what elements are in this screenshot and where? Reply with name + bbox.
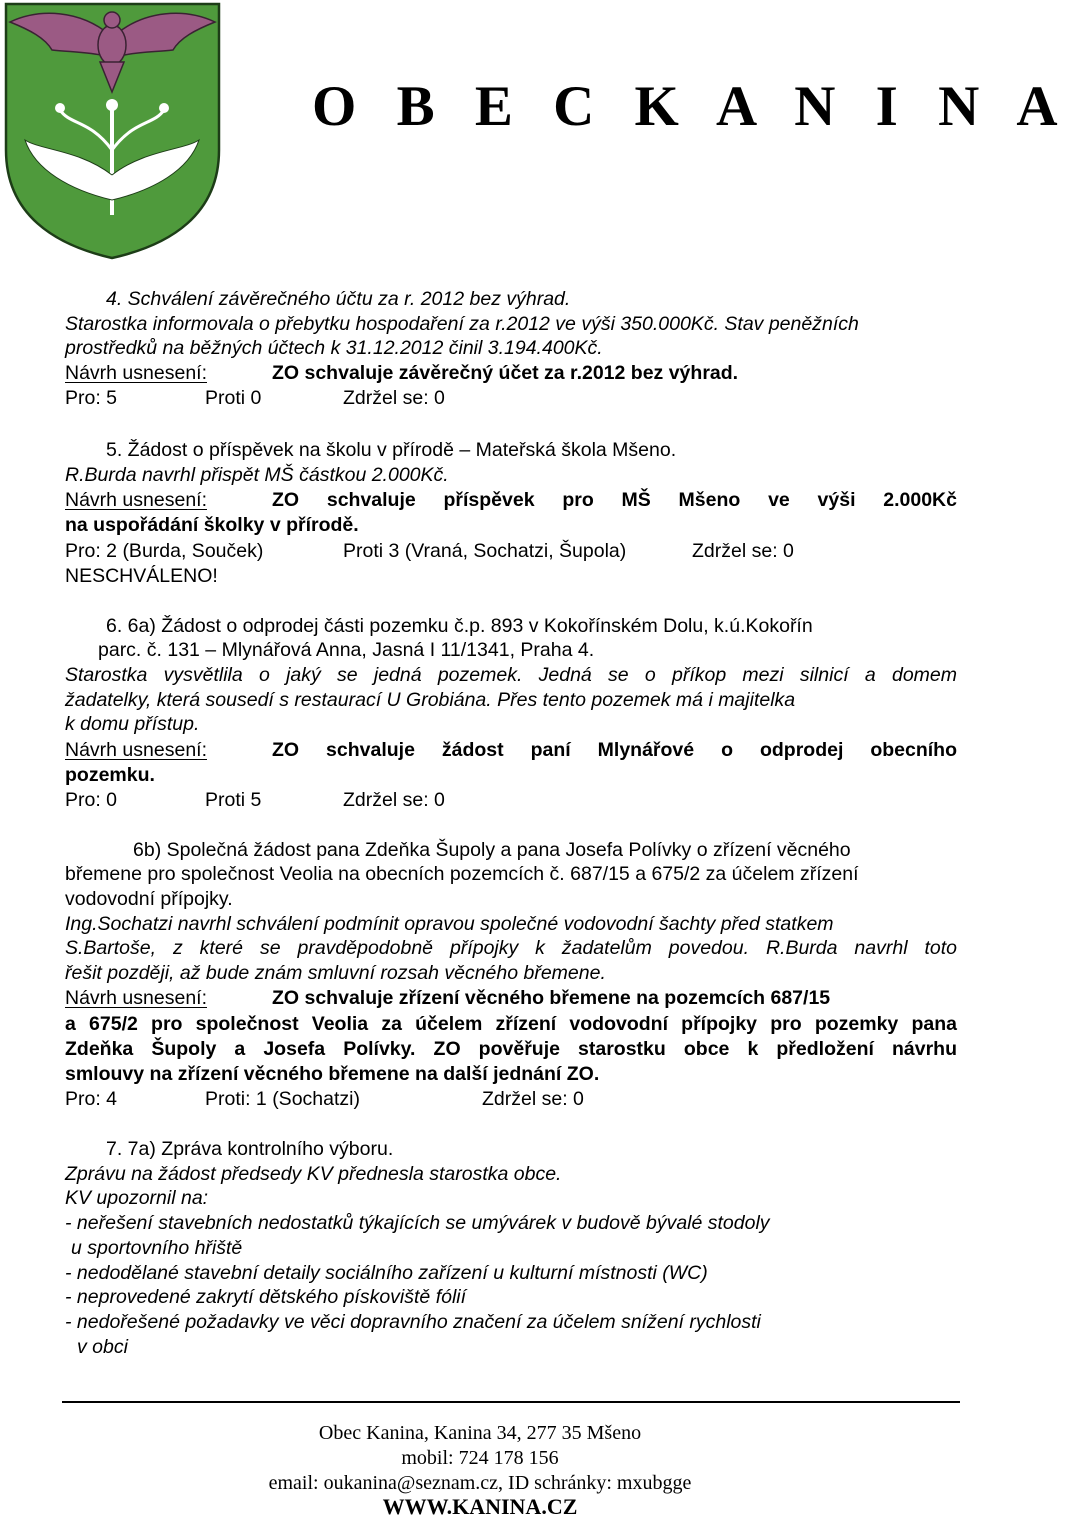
footer-email: email: oukanina@seznam.cz, ID schránky: mxubgge <box>268 1472 692 1494</box>
section-6a-heading: parc. č. 131 – Mlynářová Anna, Jasná I 11/1341, Praha 4. <box>98 639 595 661</box>
section-7-text: Zprávu na žádost předsedy KV přednesla starostka obce. <box>65 1163 562 1185</box>
proposal-text: ZO schvaluje příspěvek pro MŠ Mšeno ve výši 2.000Kč <box>272 489 957 511</box>
proposal-label: Návrh usnesení: <box>65 489 207 511</box>
vote-proti: Proti 0 <box>205 387 262 409</box>
section-6b-heading: 6b) Společná žádost pana Zdeňka Šupoly a pana Josefa Polívky o zřízení věcného <box>133 839 851 861</box>
proposal-text: a 675/2 pro společnost Veolia za účelem zřízení vodovodní přípojky pro pozemky pana <box>65 1013 957 1035</box>
proposal-text: na uspořádání školky v přírodě. <box>65 514 359 536</box>
vote-abstain: Zdržel se: 0 <box>482 1088 584 1110</box>
list-item: - nedořešené požadavky ve věci dopravního značení za účelem snížení rychlosti <box>65 1311 761 1333</box>
municipal-coat-of-arms <box>0 0 225 262</box>
section-6a-text: Starostka vysvětlila o jaký se jedná pozemek. Jedná se o příkop mezi silnicí a domem <box>65 664 957 686</box>
section-7-heading: 7. 7a) Zpráva kontrolního výboru. <box>106 1138 394 1160</box>
vote-abstain: Zdržel se: 0 <box>343 789 445 811</box>
vote-abstain: Zdržel se: 0 <box>343 387 445 409</box>
vote-proti: Proti 3 (Vraná, Sochatzi, Šupola) <box>343 540 627 562</box>
section-6b-text: S.Bartoše, z které se pravděpodobně přípojky k žadatelům povedou. R.Burda navrhl toto <box>65 937 957 959</box>
proposal-label: Návrh usnesení: <box>65 739 207 761</box>
section-6a-text: k domu přístup. <box>65 713 200 735</box>
proposal-label: Návrh usnesení: <box>65 362 207 384</box>
section-6b-text: řešit později, až bude znám smluvní rozsah věcného břemene. <box>65 962 606 984</box>
proposal-text: pozemku. <box>65 764 155 786</box>
section-6b-heading: vodovodní přípojky. <box>65 888 233 910</box>
section-6a-heading: 6. 6a) Žádost o odprodej části pozemku č.p. 893 v Kokořínském Dolu, k.ú.Kokořín <box>106 615 813 637</box>
section-7-text: KV upozornil na: <box>65 1187 209 1209</box>
vote-pro: Pro: 2 (Burda, Souček) <box>65 540 264 562</box>
section-4-heading: 4. Schválení závěrečného účtu za r. 2012 bez výhrad. <box>106 288 571 310</box>
list-item: - nedodělané stavební detaily sociálního zařízení u kulturní místnosti (WC) <box>65 1262 708 1284</box>
footer-address: Obec Kanina, Kanina 34, 277 35 Mšeno <box>318 1422 642 1444</box>
page-title: O B E C K A N I N A <box>312 75 1071 138</box>
proposal-text: ZO schvaluje žádost paní Mlynářové o odprodej obecního <box>272 739 957 761</box>
vote-result: NESCHVÁLENO! <box>65 565 218 587</box>
section-6a-text: žadatelky, která sousedí s restaurací U Grobiána. Přes tento pozemek má i majitelka <box>65 689 796 711</box>
proposal-text: smlouvy na zřízení věcného břemene na další jednání ZO. <box>65 1063 600 1085</box>
footer-divider <box>62 1401 960 1403</box>
proposal-text: ZO schvaluje zřízení věcného břemene na pozemcích 687/15 <box>272 987 831 1009</box>
section-5-text: R.Burda navrhl přispět MŠ částkou 2.000Kč. <box>65 464 449 486</box>
vote-abstain: Zdržel se: 0 <box>692 540 794 562</box>
list-item: - neřešení stavebních nedostatků týkajících se umývárek v budově bývalé stodoly <box>65 1212 770 1234</box>
proposal-text: ZO schvaluje závěrečný účet za r.2012 bez výhrad. <box>272 362 739 384</box>
vote-pro: Pro: 5 <box>65 387 118 409</box>
list-item: - neprovedené zakrytí dětského pískoviště fólií <box>65 1286 467 1308</box>
footer-mobile: mobil: 724 178 156 <box>401 1447 559 1469</box>
vote-proti: Proti: 1 (Sochatzi) <box>205 1088 360 1110</box>
vote-proti: Proti 5 <box>205 789 262 811</box>
vote-pro: Pro: 0 <box>65 789 118 811</box>
list-item: v obci <box>77 1336 128 1358</box>
section-6b-text: Ing.Sochatzi navrhl schválení podmínit opravou společné vodovodní šachty před statkem <box>65 913 834 935</box>
proposal-label: Návrh usnesení: <box>65 987 207 1009</box>
vote-pro: Pro: 4 <box>65 1088 118 1110</box>
list-item: u sportovního hřiště <box>71 1237 243 1259</box>
section-4-text: prostředků na běžných účtech k 31.12.2012 činil 3.194.400Kč. <box>65 337 603 359</box>
proposal-text: Zdeňka Šupoly a Josefa Polívky. ZO pověřuje starostku obce k předložení návrhu <box>65 1038 957 1060</box>
section-6b-heading: břemene pro společnost Veolia na obecních pozemcích č. 687/15 a 675/2 za účelem zřízení <box>65 863 859 885</box>
footer-website-link[interactable]: WWW.KANINA.CZ <box>382 1494 578 1519</box>
section-4-text: Starostka informovala o přebytku hospodaření za r.2012 ve výši 350.000Kč. Stav peněžních <box>65 313 859 335</box>
section-5-heading: 5. Žádost o příspěvek na školu v přírodě – Mateřská škola Mšeno. <box>106 439 677 461</box>
